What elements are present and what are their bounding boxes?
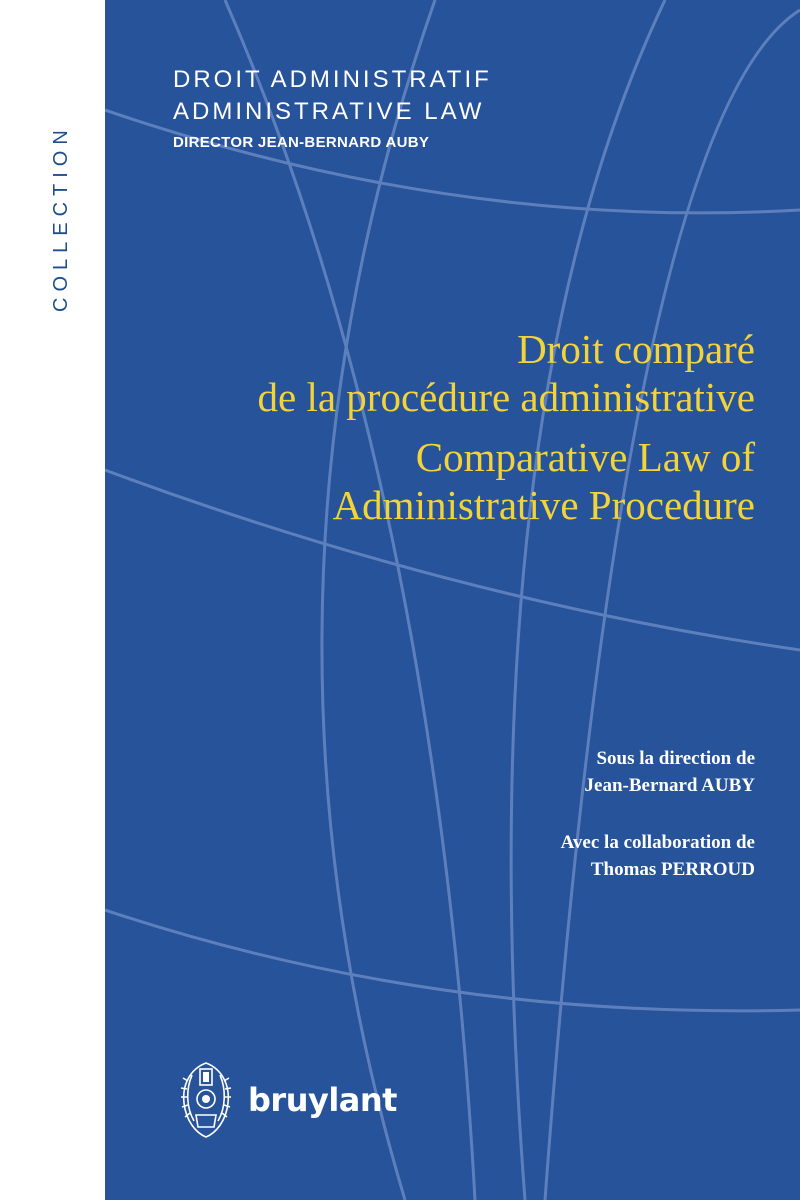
title-en-line-1: Comparative Law of [415, 434, 755, 480]
collaboration-label: Avec la collaboration de [560, 832, 755, 853]
spine [0, 0, 105, 1200]
direction-label: Sous la direction de [596, 748, 755, 769]
publisher-name: bruylant [248, 1081, 397, 1119]
globe-meridian-line [322, 0, 435, 1200]
series-director: DIRECTOR JEAN-BERNARD AUBY [173, 134, 430, 151]
collaborator-name: Thomas PERROUD [590, 859, 755, 880]
series-header [173, 64, 492, 151]
collection-label: COLLECTION [50, 124, 72, 312]
globe-grid-decoration [105, 0, 800, 1200]
title-fr-line-2: de la procédure administrative [257, 374, 755, 420]
book-title [115, 325, 755, 529]
series-title-fr: DROIT ADMINISTRATIF [173, 66, 492, 93]
bruylant-emblem-icon [170, 1055, 242, 1145]
book-cover [105, 0, 800, 1200]
title-fr-line-1: Droit comparé [517, 326, 755, 372]
director-name: Jean-Bernard AUBY [584, 775, 755, 796]
credits [255, 745, 755, 883]
publisher-logo [170, 1055, 397, 1145]
globe-arc-line [545, 10, 800, 1200]
title-en-line-2: Administrative Procedure [332, 482, 755, 528]
series-title-en: ADMINISTRATIVE LAW [173, 98, 485, 125]
globe-meridian-line [225, 0, 475, 1200]
